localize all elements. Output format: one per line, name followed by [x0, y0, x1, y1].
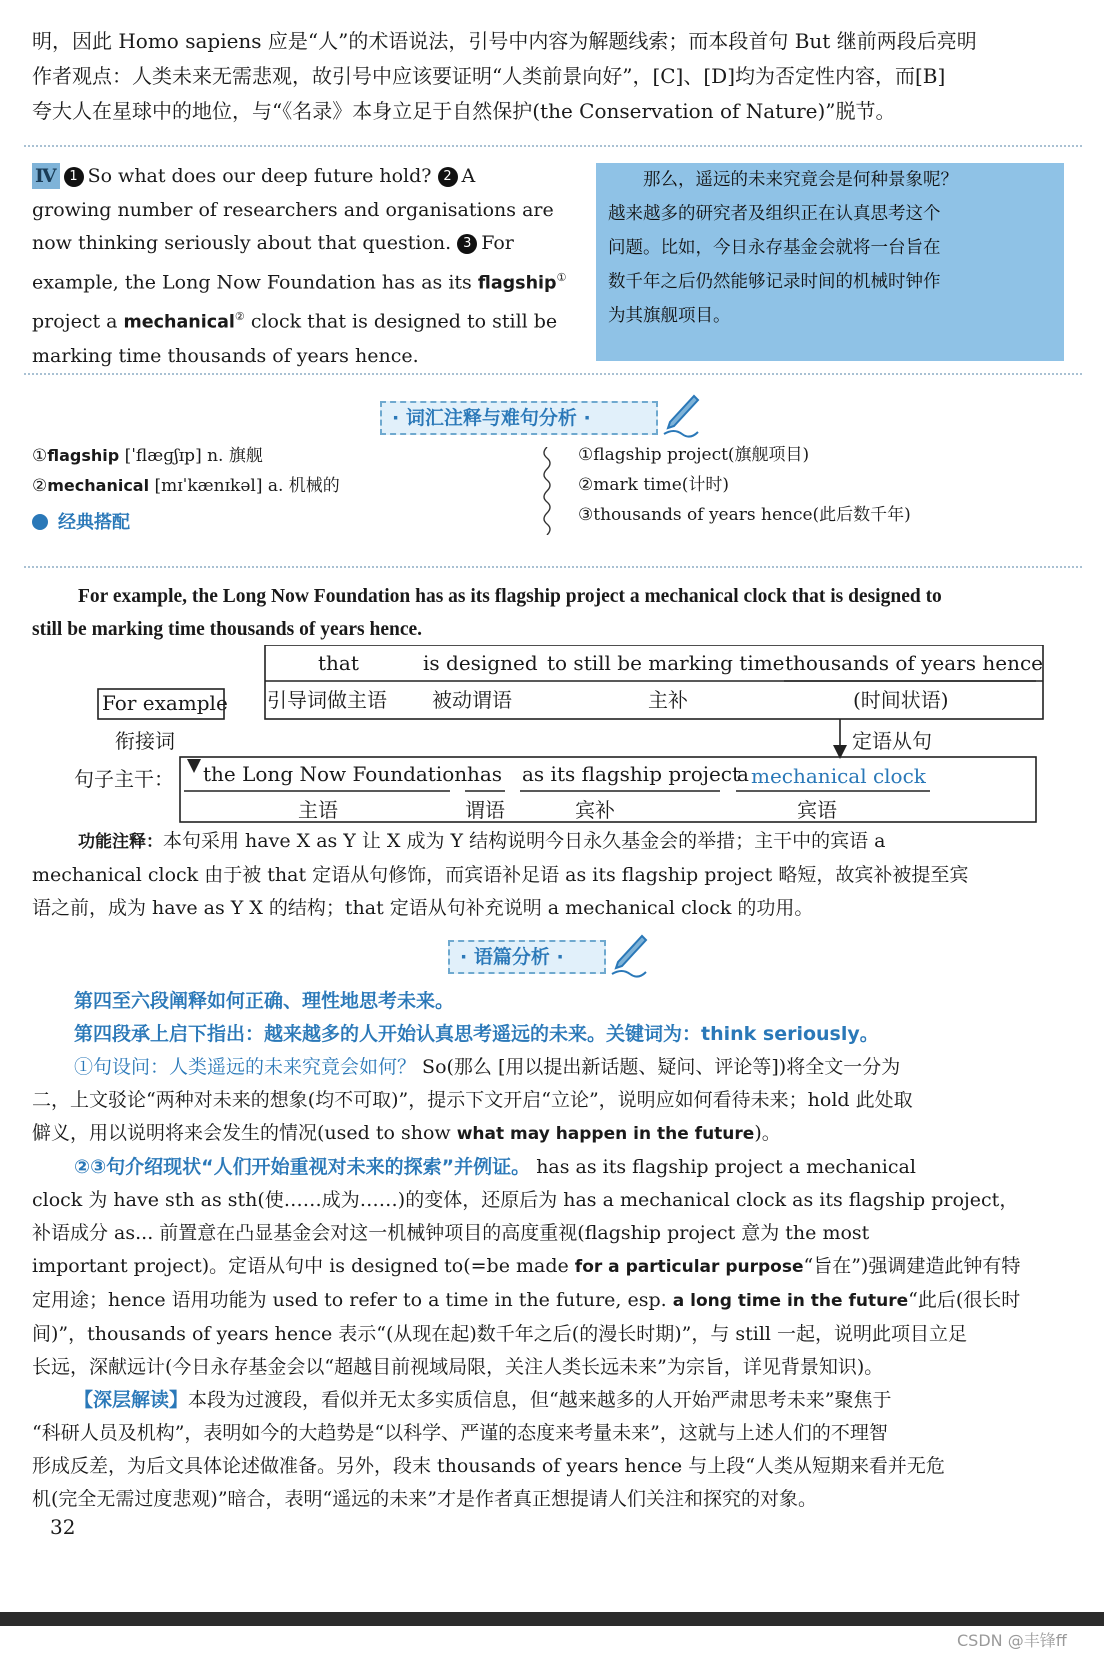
- clause-word: that: [318, 651, 359, 675]
- sentence-line: still be marking time thousands of years hence.: [32, 619, 422, 640]
- main-word: the Long Now Foundation: [203, 762, 468, 786]
- analysis-emphasis: what may happen in the future: [456, 1124, 755, 1144]
- analysis-heading: 第四至六段阐释如何正确、理性地思考未来。: [74, 990, 455, 1012]
- analysis-line: So(那么 [用以提出新话题、疑问、评论等])将全文一分为: [416, 1056, 901, 1078]
- analysis-line: 补语成分 as... 前置意在凸显基金会对这一机械钟项目的高度重视(flagship project 意为 the most: [32, 1222, 870, 1244]
- footnote-mark: ①: [556, 270, 567, 284]
- analysis-section-title: · 语篇分析 ·: [448, 940, 606, 974]
- intro-line: 夸大人在星球中的地位，与“《名录》本身立足于自然保护(the Conservation of Nature)”脱节。: [32, 99, 896, 123]
- clause-word: thousands of years hence: [785, 651, 1044, 675]
- analysis-line: 僻义，用以说明将来会发生的情况(used to show: [32, 1122, 457, 1144]
- sentence-text: marking time thousands of years hence.: [32, 345, 419, 368]
- sentence-text: project a: [32, 310, 118, 333]
- analysis-line: )。: [754, 1122, 781, 1144]
- sentence-text: A: [461, 165, 476, 187]
- main-role: 主语: [298, 798, 338, 822]
- intro-line: 作者观点：人类未来无需悲观，故引号中应该要证明“人类前景向好”，[C]、[D]均为否定性内容，而[B]: [32, 64, 946, 88]
- sentence-text: For: [481, 232, 514, 254]
- pen-icon: [608, 932, 648, 978]
- sentence-number: 1: [64, 167, 84, 187]
- wavy-divider: [541, 447, 553, 535]
- collocation-item: ②mark time(计时): [578, 475, 730, 495]
- main-word: has: [467, 762, 503, 786]
- collocation-item: ③thousands of years hence(此后数千年): [578, 505, 911, 525]
- analysis-line: 机(完全无需过度悲观)”暗合，表明“遥远的未来”才是作者真正想提请人们关注和探究的对象。: [32, 1488, 817, 1510]
- clause-role: (时间状语): [853, 688, 949, 712]
- collocation-item: ①flagship project(旗舰项目): [578, 445, 810, 465]
- footer-bar: [0, 1612, 1104, 1626]
- passage-paragraph: [32, 160, 587, 374]
- translation-line: 数千年之后仍然能够记录时间的机械时钟作: [608, 272, 941, 292]
- footnote-mark: ②: [234, 310, 245, 324]
- main-word-object: mechanical clock: [751, 764, 926, 788]
- translation-line: 越来越多的研究者及组织正在认真思考这个: [608, 204, 941, 224]
- vocab-definition: [mɪˈkænɪkəl] a. 机械的: [149, 476, 340, 496]
- watermark: CSDN @丰锋ff: [957, 1631, 1067, 1650]
- main-clause-label: 句子主干：: [74, 767, 174, 791]
- sentence-text: now thinking seriously about that question.: [32, 232, 452, 254]
- function-note: [32, 825, 1077, 925]
- sentence-text: So what does our deep future hold?: [87, 165, 432, 187]
- main-role: 宾语: [797, 798, 837, 822]
- sentence-number: 2: [438, 167, 458, 187]
- paragraph-number: Ⅳ: [32, 163, 60, 189]
- clause-role: 被动谓语: [432, 688, 512, 712]
- clause-word: is designed: [423, 651, 538, 675]
- analysis-line: clock 为 have sth as sth(使……成为……)的变体，还原后为 has a mechanical clock as its flagship project，: [32, 1189, 1019, 1211]
- analysis-emphasis: for a particular purpose: [574, 1257, 804, 1277]
- function-note-label: 功能注释：: [78, 832, 163, 852]
- main-word: a: [737, 762, 749, 786]
- collocation-label: 经典搭配: [58, 512, 130, 533]
- main-role: 谓语: [465, 798, 505, 822]
- translation-box: [596, 163, 1064, 361]
- vocab-entry: [32, 441, 263, 471]
- analysis-emphasis: a long time in the future: [672, 1291, 909, 1311]
- analysis-text: [32, 985, 1077, 1516]
- page-number: 32: [50, 1515, 76, 1539]
- main-word: as its flagship project: [522, 762, 741, 786]
- analysis-line: 定用途；hence 语用功能为 used to refer to a time in the future, esp.: [32, 1289, 673, 1311]
- analysis-heading: 第四段承上启下指出：越来越多的人开始认真思考遥远的未来。关键词为：think seriously。: [74, 1023, 879, 1045]
- analysis-point: ②③句介绍现状“人们开始重视对未来的探索”并例证。: [74, 1156, 531, 1178]
- analysis-line: “旨在”)强调建造此钟有特: [803, 1255, 1021, 1277]
- deep-reading-label: 【深层解读】: [74, 1389, 189, 1411]
- vocab-number: ②: [32, 476, 48, 496]
- analysis-point: ①句设问：人类遥远的未来究竟会如何？: [74, 1056, 417, 1078]
- sentence-text: clock that is designed to still be: [250, 310, 558, 333]
- translation-line: 问题。比如，今日永存基金会就将一台旨在: [608, 238, 941, 258]
- analysis-line: “此后(很长时: [908, 1289, 1021, 1311]
- intro-line: 明，因此 Homo sapiens 应是“人”的术语说法，引号中内容为解题线索；而本段首句 But 继前两段后亮明: [32, 29, 977, 53]
- sentence-line: For example, the Long Now Foundation has as its flagship project a mechanical clock that is designed to: [78, 586, 942, 607]
- bullet-icon: [32, 514, 48, 530]
- analysis-line: 间)”，thousands of years hence 表示“(从现在起)数千年之后(的漫长时期)”，与 still 一起，说明此项目立足: [32, 1323, 968, 1345]
- vocab-word: flagship: [47, 446, 120, 465]
- translation-line: 那么，遥远的未来究竟会是何种景象呢？: [608, 170, 958, 190]
- pen-icon: [660, 392, 700, 438]
- connector-role: 衔接词: [115, 729, 175, 753]
- analysis-line: has as its flagship project a mechanical: [530, 1156, 916, 1178]
- analysis-line: “科研人员及机构”，表明如今的大趋势是“以科学、严谨的态度来考量未来”，这就与上述人们的不理智: [32, 1422, 888, 1444]
- sentence-diagram: [60, 645, 1060, 825]
- vocab-number: ①: [32, 446, 48, 466]
- vocab-definition: [ˈflæɡʃɪp] n. 旗舰: [119, 446, 263, 466]
- function-note-line: 语之前，成为 have as Y X 的结构；that 定语从句补充说明 a mechanical clock 的功用。: [32, 897, 814, 919]
- divider: [24, 566, 1082, 568]
- translation-line: 为其旗舰项目。: [608, 306, 731, 326]
- vocab-word: mechanical: [123, 312, 235, 333]
- intro-paragraph: [32, 24, 1072, 129]
- analyzed-sentence: [32, 580, 1077, 646]
- vocab-section-title: · 词汇注释与难句分析 ·: [380, 401, 658, 435]
- function-note-line: mechanical clock 由于被 that 定语从句修饰，而宾语补足语 as its flagship project 略短，故宾补被提至宾: [32, 864, 969, 886]
- sentence-text: growing number of researchers and organisations are: [32, 198, 554, 221]
- collocation-heading: [32, 508, 130, 534]
- analysis-line: 长远，深献远计(今日永存基金会以“超越目前视域局限，关注人类长远未来”为宗旨，详见背景知识)。: [32, 1356, 884, 1378]
- sentence-number: 3: [457, 234, 477, 254]
- for-example-label: For example: [102, 691, 228, 715]
- vocab-word: mechanical: [47, 476, 150, 495]
- function-note-line: 本句采用 have X as Y 让 X 成为 Y 结构说明今日永久基金会的举措；主干中的宾语 a: [163, 830, 886, 852]
- analysis-line: 本段为过渡段，看似并无太多实质信息，但“越来越多的人开始严肃思考未来”聚焦于: [188, 1389, 892, 1411]
- analysis-line: important project)。定语从句中 is designed to(=be made: [32, 1255, 575, 1277]
- clause-word: to still be marking time: [547, 651, 785, 675]
- divider: [24, 145, 1082, 147]
- vocab-entry: [32, 471, 340, 501]
- vocab-word: flagship: [477, 272, 557, 293]
- analysis-line: 形成反差，为后文具体论述做准备。另外，段末 thousands of years hence 与上段“人类从短期来看并无危: [32, 1455, 945, 1477]
- divider: [24, 373, 1082, 375]
- sentence-text: example, the Long Now Foundation has as its: [32, 270, 472, 293]
- analysis-line: 二，上文驳论“两种对未来的想象(均不可取)”，提示下文开启“立论”，说明应如何看待未来；hold 此处取: [32, 1089, 913, 1111]
- clause-role: 引导词做主语: [267, 688, 387, 712]
- clause-label: 定语从句: [852, 729, 932, 753]
- main-role: 宾补: [575, 798, 615, 822]
- clause-role: 主补: [648, 688, 688, 712]
